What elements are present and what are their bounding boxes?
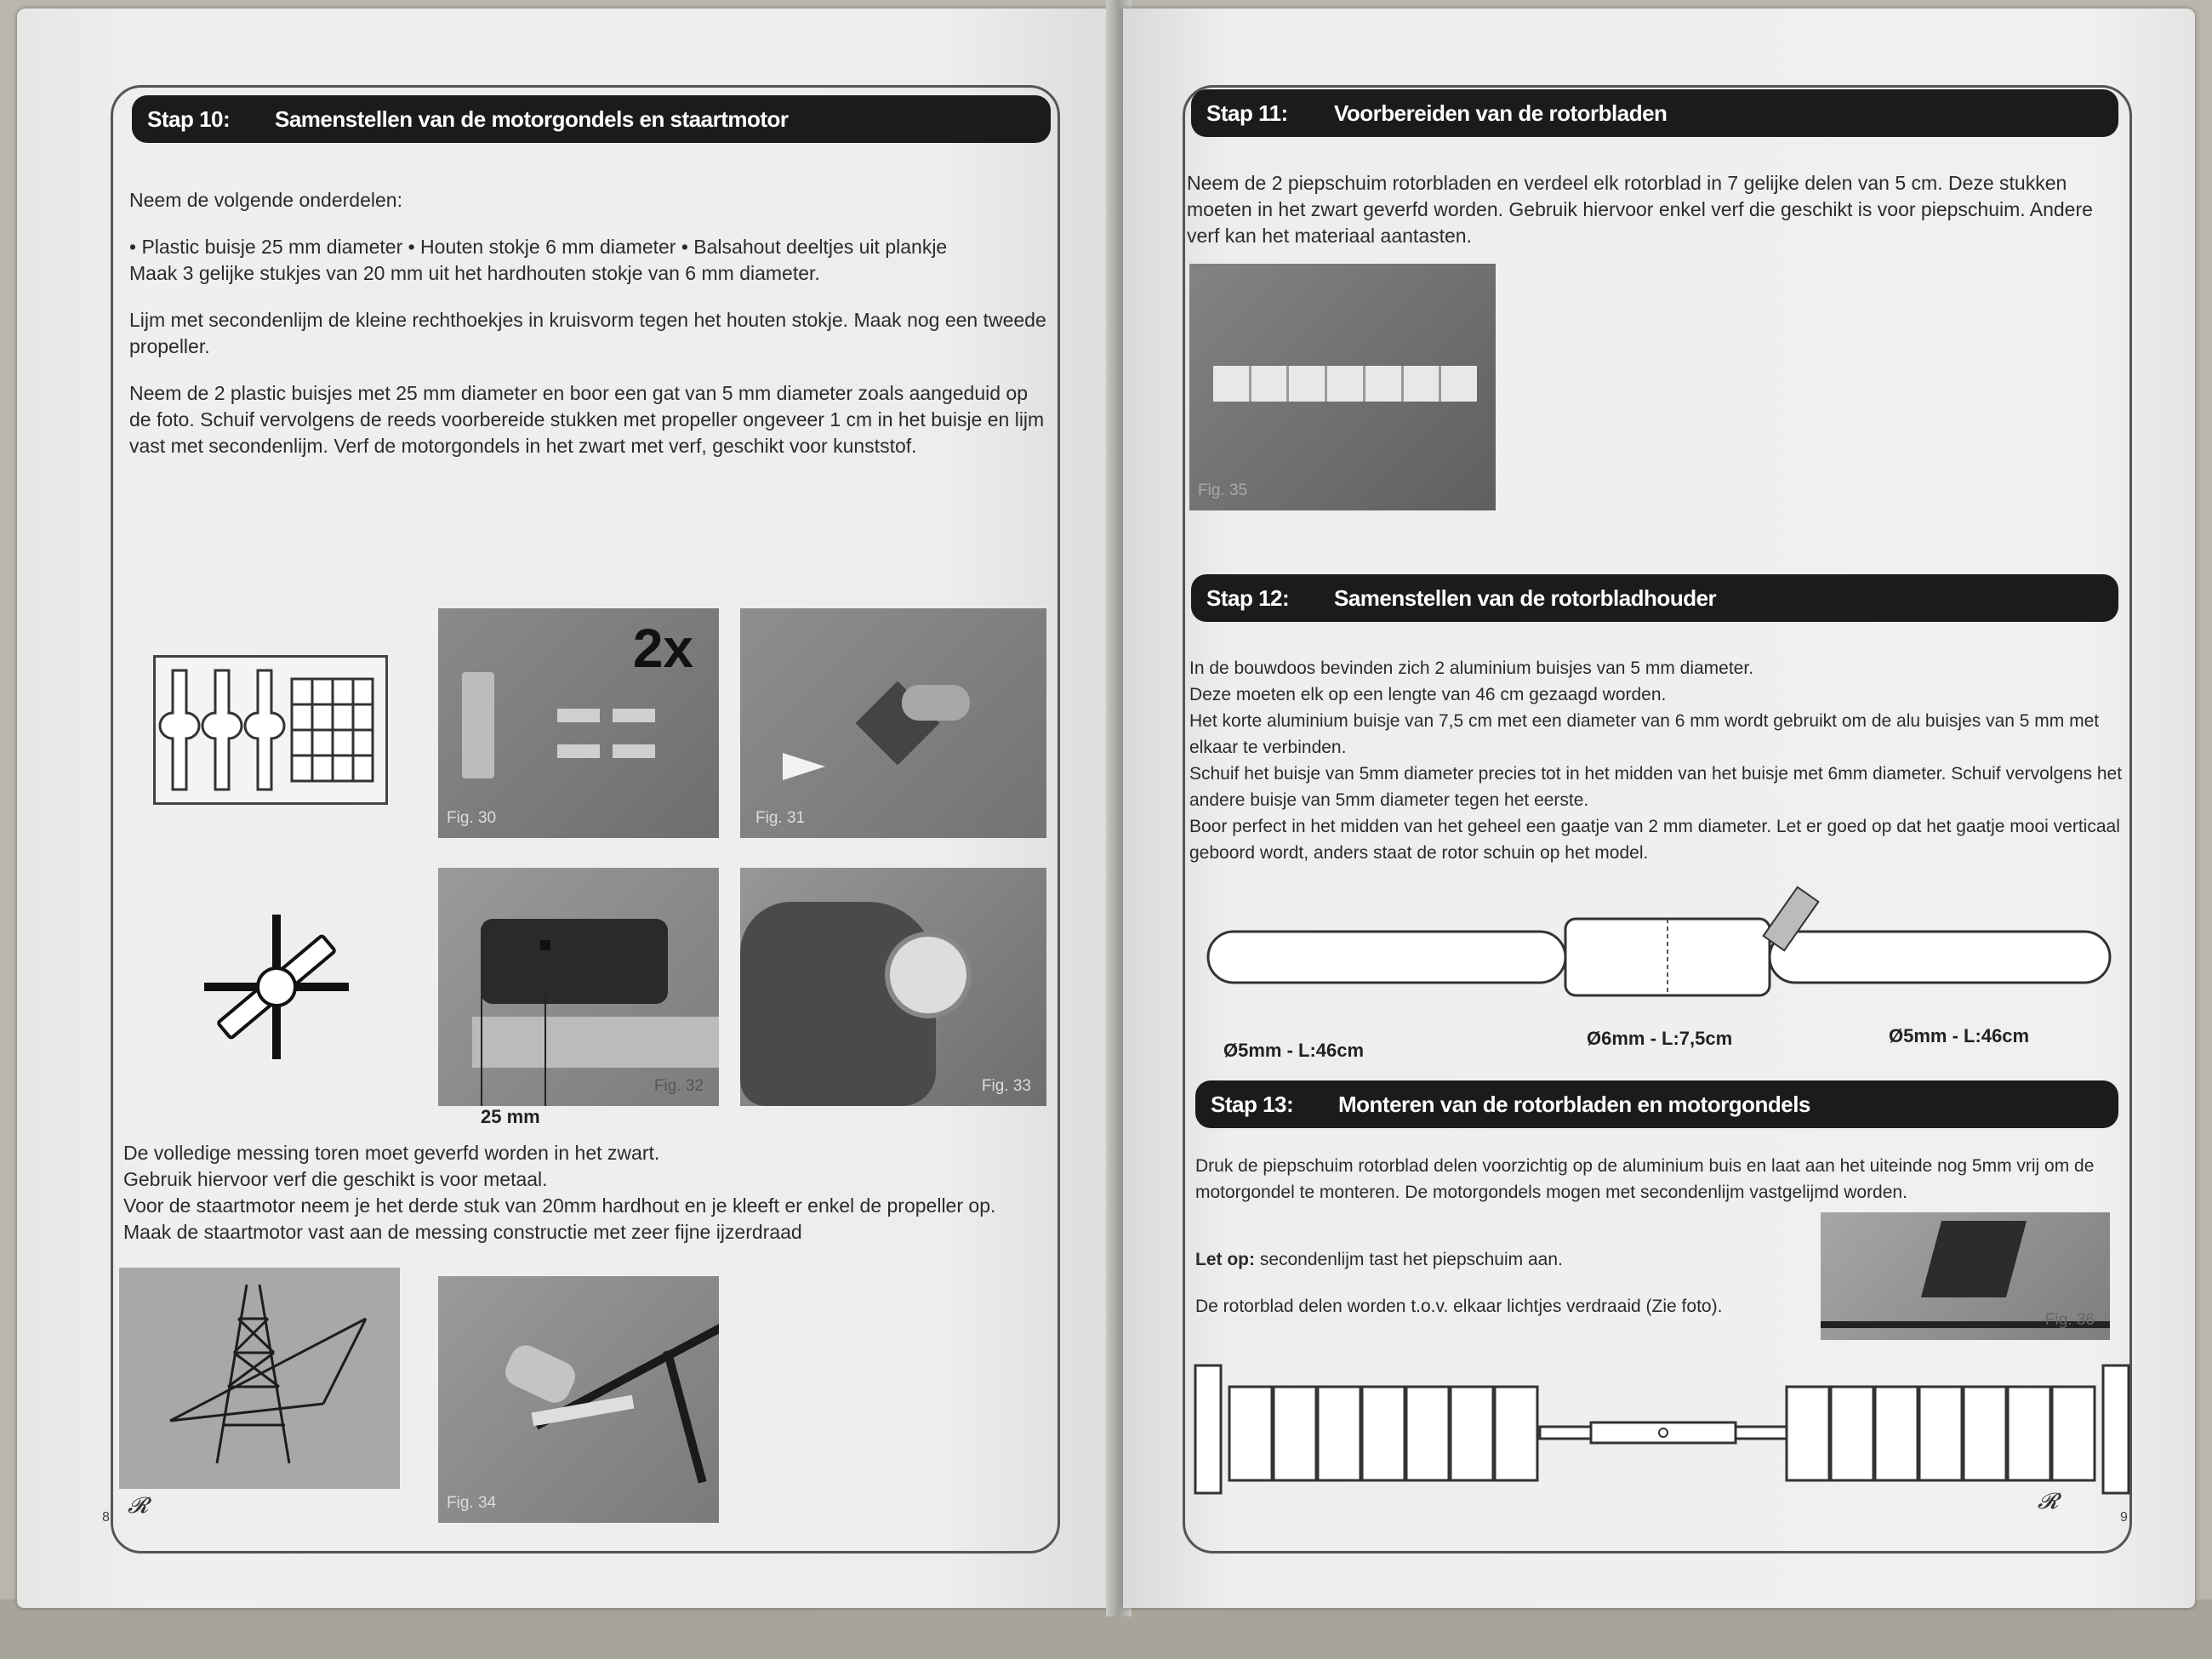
paragraph: Neem de 2 plastic buisjes met 25 mm diameter en boor een gat van 5 mm diameter zoals aangeduid op de foto. Schuif vervolgens de reeds voorbereide stukken met propeller ongeveer 1 cm in het buisje en lijm vast met secondenlijm. Verf de motorgondels in het zwart met verf, geschikt voor kunststof.: [129, 382, 1045, 457]
fig32-caption: 25 mm: [481, 1106, 540, 1127]
step11-header: [1191, 89, 2118, 137]
step10-text: [129, 187, 1048, 471]
fig36-photo: [1821, 1212, 2110, 1340]
signature-logo: 𝓡: [128, 1493, 149, 1519]
fig36-label: Fig. 36: [2044, 1311, 2095, 1329]
paragraph: De volledige messing toren moet geverfd worden in het zwart.: [123, 1142, 660, 1164]
step13-text: Druk de piepschuim rotorblad delen voorzichtig op de aluminium buis en laat aan het uiteinde nog 5mm vrij om de motorgondel te monteren. De motorgondels mogen met secondenlijm vastgelijmd worden.: [1195, 1156, 2095, 1202]
propeller-hub: [902, 685, 970, 721]
step13-title: Monteren van de rotorbladen en motorgondels: [1338, 1091, 1810, 1117]
brass-tower-icon: [119, 1268, 400, 1489]
arrow-icon: [783, 753, 825, 780]
text-line: Het korte aluminium buisje van 7,5 cm met een diameter van 6 mm wordt gebruikt om de alu buisjes van 5 mm met elkaar te verbinden.: [1189, 711, 2100, 757]
text-line: Schuif het buisje van 5mm diameter precies tot in het midden van het buisje met 6mm diameter. Schuif vervolgens het andere buisje van 5mm diameter tegen het eerste.: [1189, 764, 2123, 810]
fig34-photo: [438, 1276, 719, 1523]
right-page: [1123, 9, 2195, 1608]
text-line: Boor perfect in het midden van het geheel een gaatje van 2 mm diameter. Let er goed op dat het gaatje mooi verticaal geboord wordt, anders staat de rotor schuin op het model.: [1189, 817, 2120, 863]
step12-text: [1189, 655, 2125, 866]
balsa-piece: [557, 709, 600, 722]
motor-nacelle-tube: [481, 919, 668, 1004]
step13-header: [1195, 1080, 2118, 1128]
rotor-blade-segments: [1213, 366, 1477, 402]
nacelle-end: [885, 932, 972, 1018]
let-op-text: secondenlijm tast het piepschuim aan.: [1254, 1250, 1563, 1269]
fig31-label: Fig. 31: [755, 809, 806, 827]
step10-title: Samenstellen van de motorgondels en staartmotor: [275, 105, 789, 132]
paragraph: Voor de staartmotor neem je het derde stuk van 20mm hardhout en je kleeft er enkel de propeller op.: [123, 1194, 996, 1217]
tail-rod: [663, 1349, 706, 1483]
let-op-label: Let op:: [1195, 1250, 1255, 1269]
paragraph: • Plastic buisje 25 mm diameter • Houten stokje 6 mm diameter • Balsahout deeltjes uit plankje: [129, 236, 948, 258]
paragraph: Neem de volgende onderdelen:: [129, 189, 402, 211]
rotor-assembly-diagram: [1191, 1357, 2135, 1502]
step10-header: [132, 95, 1051, 143]
step11-text: Neem de 2 piepschuim rotorbladen en verdeel elk rotorblad in 7 gelijke delen van 5 cm. Deze stukken moeten in het zwart geverfd worden. Gebruik hiervoor enkel verf die geschikt is voor piepschuim. Andere verf kan het materiaal aantasten.: [1187, 172, 2093, 247]
balsa-piece: [613, 744, 655, 758]
tube-label-left: Ø5mm - L:46cm: [1223, 1040, 1365, 1061]
step12-header: [1191, 574, 2118, 622]
fig32-label: Fig. 32: [653, 1077, 704, 1095]
measure-line: [481, 995, 482, 1106]
page-number: 8: [102, 1510, 110, 1525]
tube-label-middle: Ø6mm - L:7,5cm: [1587, 1028, 1733, 1049]
propeller-cross-icon: [183, 902, 370, 1072]
measure-line: [544, 995, 546, 1106]
tower-photo: [119, 1268, 400, 1489]
rotor-blade-black: [1921, 1221, 2027, 1297]
propeller-cross-diagram: [183, 902, 370, 1072]
step12-title: Samenstellen van de rotorbladhouder: [1334, 584, 1717, 611]
text-line: In de bouwdoos bevinden zich 2 aluminium buisjes van 5 mm diameter.: [1189, 658, 1754, 678]
paragraph: Gebruik hiervoor verf die geschikt is voor metaal.: [123, 1168, 548, 1190]
template-shapes-icon: [156, 658, 385, 802]
text-line: Deze moeten elk op een lengte van 46 cm gezaagd worden.: [1189, 685, 1667, 704]
balsa-piece: [557, 744, 600, 758]
quantity-badge: 2x: [632, 618, 693, 679]
step12-number: Stap 12:: [1206, 584, 1290, 611]
fig34-label: Fig. 34: [447, 1494, 497, 1512]
step11-title: Voorbereiden van de rotorbladen: [1334, 100, 1668, 126]
step11-number: Stap 11:: [1206, 100, 1288, 126]
fig33-photo: [740, 868, 1046, 1106]
drill-hole: [540, 940, 550, 950]
fig31-photo: [740, 608, 1046, 838]
paragraph: Lijm met secondenlijm de kleine rechthoekjes in kruisvorm tegen het houten stokje. Maak nog een tweede propeller.: [129, 309, 1046, 357]
signature-logo: 𝓡: [2038, 1489, 2059, 1514]
fig30-label: Fig. 30: [447, 809, 497, 827]
balsa-piece: [613, 709, 655, 722]
propeller-template-diagram: [153, 655, 388, 805]
wooden-stick: [462, 672, 494, 778]
step13-number: Stap 13:: [1211, 1091, 1294, 1117]
fig35-label: Fig. 35: [1198, 482, 1248, 499]
step13-text-2: De rotorblad delen worden t.o.v. elkaar lichtjes verdraaid (Zie foto).: [1195, 1297, 1723, 1316]
page-number: 9: [2120, 1510, 2128, 1525]
let-op-note: [1195, 1246, 1791, 1273]
paragraph: Maak 3 gelijke stukjes van 20 mm uit het hardhouten stokje van 6 mm diameter.: [129, 262, 820, 284]
left-page: [17, 9, 1115, 1608]
tube-assembly-diagram: [1191, 872, 2135, 1000]
tube-label-right: Ø5mm - L:46cm: [1889, 1025, 2030, 1046]
fig33-label: Fig. 33: [981, 1077, 1031, 1095]
tail-motor: [500, 1340, 580, 1407]
step10-text-2: [123, 1140, 1042, 1246]
fig32-photo: [438, 868, 719, 1106]
fig30-photo: [438, 608, 719, 838]
ruler: [472, 1017, 719, 1068]
step10-number: Stap 10:: [147, 105, 231, 132]
fig35-photo: [1189, 264, 1496, 510]
paragraph: Maak de staartmotor vast aan de messing constructie met zeer fijne ijzerdraad: [123, 1221, 802, 1243]
